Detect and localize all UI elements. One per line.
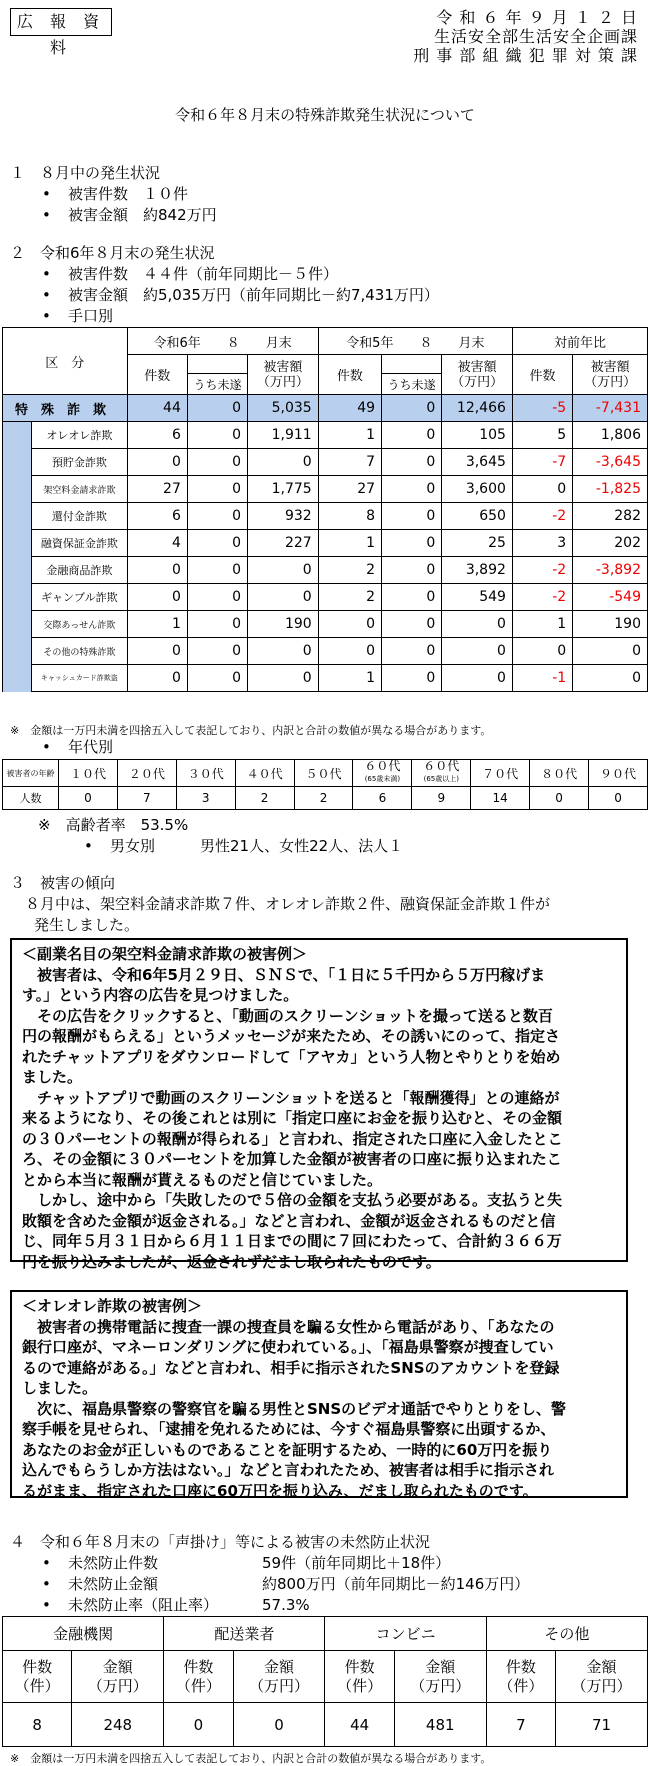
cell: -7: [512, 449, 572, 476]
cell: 0: [187, 584, 247, 611]
case-line: ました。: [22, 1068, 83, 1086]
table3-note: ※ 金額は一万円未満を四捨五入して表記しており、内訳と合計の数値が異なる場合があります。: [10, 1752, 492, 1765]
case-line: 被害者の携帯電話に捜査一課の捜査員を騙る女性から電話があり、「あなたの: [22, 1317, 555, 1336]
table-row: [3, 584, 648, 611]
cell: 190: [573, 611, 648, 638]
age-value: 6: [353, 787, 412, 810]
cell: 0: [187, 638, 247, 665]
prevent-amount-label: • 未然防止金額: [68, 1574, 158, 1595]
cell: -3,892: [573, 557, 648, 584]
cell: 1: [127, 611, 187, 638]
age-col: ９０代: [589, 760, 648, 787]
cell: 0: [248, 557, 319, 584]
prevent-count-label: • 未然防止件数: [68, 1553, 158, 1574]
cell: 0: [187, 449, 247, 476]
header-mizui: うち未遂: [187, 374, 247, 395]
cell: 1: [318, 422, 381, 449]
table-row: [3, 665, 648, 692]
cell: 0: [127, 449, 187, 476]
cell: 190: [248, 611, 319, 638]
case-line: じ、同年５月３１日から６月１１日までの間に７回にわたって、合計約３６６万: [22, 1232, 562, 1250]
count-header: 件数 （件）: [486, 1651, 555, 1703]
cell: -2: [512, 584, 572, 611]
prevent-amount-value: 約800万円（前年同期比－約146万円）: [262, 1575, 530, 1593]
case-line: あなたのお金が正しいものであることを証明するため、一時的に60万円を振り: [22, 1440, 553, 1459]
cell: 1,806: [573, 422, 648, 449]
case-line: しかし、途中から「失敗したので５倍の金額を支払う必要がある。支払うと失: [22, 1191, 563, 1209]
age-value: 2: [294, 787, 353, 810]
method-table: [2, 327, 648, 692]
cell: 0: [187, 503, 247, 530]
header-count: 件数: [127, 355, 187, 395]
case-line: す。」という内容の広告を見つけました。: [22, 986, 299, 1004]
cell: 0: [187, 422, 247, 449]
case-line: 込んでもらうしか方法はない。」などと言われたため、被害者は相手に指示され: [22, 1461, 554, 1479]
cell: -5: [512, 395, 572, 422]
department-1: 生活安全部生活安全企画課: [433, 27, 638, 46]
cell: 0: [127, 665, 187, 692]
age-value: 3: [176, 787, 235, 810]
amount-header: 金額 （万円）: [72, 1651, 164, 1703]
age-value: 7: [117, 787, 176, 810]
cell: 25: [442, 530, 513, 557]
section1-heading: １ ８月中の発生状況: [10, 164, 161, 182]
value: 44: [325, 1703, 394, 1747]
cell: 44: [127, 395, 187, 422]
row-label: 預貯金詐欺: [32, 449, 128, 476]
cell: 3,892: [442, 557, 513, 584]
group-header: コンビニ: [325, 1617, 486, 1651]
age-value: 2: [235, 787, 294, 810]
cell: 0: [382, 557, 442, 584]
case-line: 敗額を含めた金額が返金される。」などと言われ、金額が返金されるものだと信: [22, 1211, 556, 1230]
count-header: 件数 （件）: [164, 1651, 233, 1703]
cell: 2: [318, 557, 381, 584]
cell: 12,466: [442, 395, 513, 422]
cell: 0: [248, 638, 319, 665]
cell: 0: [382, 584, 442, 611]
cell: 0: [187, 665, 247, 692]
cell: 0: [442, 665, 513, 692]
cell: 0: [248, 665, 319, 692]
s2-count: • 被害件数 ４４件（前年同期比－５件）: [68, 264, 338, 285]
page-title: 令和６年８月末の特殊詐欺発生状況について: [175, 106, 475, 124]
gender-breakdown: • 男女別 男性21人、女性22人、法人１: [110, 836, 403, 857]
case-line: るがまま、指定された口座に60万円を振り込み、だまし取られたものです。: [22, 1481, 538, 1500]
case-line: るので連絡がある。」などと言われ、相手に指示されたSNSのアカウントを登録: [22, 1358, 560, 1377]
cell: 1: [318, 530, 381, 557]
cell: 0: [382, 638, 442, 665]
age-heading: • 年代別: [68, 737, 113, 758]
cell: 49: [318, 395, 381, 422]
elderly-rate: ※ 高齢者率 53.5%: [38, 816, 189, 834]
case-line: ろ、その金額に３０パーセントを加算した金額が被害者の口座に振り込まれたこ: [22, 1150, 562, 1168]
cell: 8: [318, 503, 381, 530]
cell: -3,645: [573, 449, 648, 476]
age-col: ４０代: [235, 760, 294, 787]
table-row: [3, 476, 648, 503]
row-label: 融資保証金詐欺: [32, 530, 128, 557]
row-label: 還付金詐欺: [32, 503, 128, 530]
age-col: ６０代 (65歳未満): [353, 760, 412, 787]
header-count: 件数: [318, 355, 381, 395]
section4-heading: ４ 令和６年８月末の「声掛け」等による被害の未然防止状況: [10, 1533, 431, 1551]
cell: 0: [382, 449, 442, 476]
age-col: ７０代: [471, 760, 530, 787]
s2-amount: • 被害金額 約5,035万円（前年同期比－約7,431万円）: [68, 285, 439, 306]
cell: 0: [512, 638, 572, 665]
cell: 1: [318, 665, 381, 692]
cell: 0: [187, 530, 247, 557]
age-col: ６０代 (65歳以上): [412, 760, 471, 787]
row-label: キャッシュカード詐欺盗: [32, 665, 128, 692]
table-row: [3, 422, 648, 449]
age-table: [2, 759, 648, 810]
s1-amount: • 被害金額 約842万円: [68, 205, 217, 226]
cell: -7,431: [573, 395, 648, 422]
cell: 6: [127, 422, 187, 449]
case-line: 来るようになり、その後これとは別に「指定口座にお金を振り込むと、その金額: [22, 1109, 563, 1127]
age-value: 14: [471, 787, 530, 810]
cell: 3: [512, 530, 572, 557]
prevent-rate-value: 57.3%: [262, 1596, 310, 1614]
cell: -549: [573, 584, 648, 611]
case-line: その広告をクリックすると、「動画のスクリーンショットを撮って送ると数百: [22, 1006, 553, 1025]
header-r5: 令和5年 ８ 月末: [318, 328, 512, 355]
value: 0: [164, 1703, 233, 1747]
case-line: 円の報酬がもらえる」というメッセージが来たため、その誘いにのって、指定さ: [22, 1027, 561, 1045]
category-bar: [3, 422, 32, 692]
cell: 549: [442, 584, 513, 611]
cell: 0: [442, 638, 513, 665]
group-header: その他: [486, 1617, 647, 1651]
cell: 650: [442, 503, 513, 530]
header-diff: 対前年比: [512, 328, 647, 355]
cell: 0: [248, 584, 319, 611]
cell: 6: [127, 503, 187, 530]
header-amount: 被害額 （万円）: [573, 355, 648, 395]
count-header: 件数 （件）: [3, 1651, 72, 1703]
cell: 2: [318, 584, 381, 611]
section3-text: 発生しました。: [34, 916, 140, 934]
cell: 0: [318, 638, 381, 665]
case-line: れたチャットアプリをダウンロードして「アヤカ」という人物とやりとりを始め: [22, 1047, 561, 1066]
age-col: １０代: [59, 760, 118, 787]
table-row: [3, 557, 648, 584]
cell: 0: [382, 422, 442, 449]
cell: -2: [512, 503, 572, 530]
case-line: 円を振り込みましたが、返金されずだまし取られたものです。: [22, 1252, 441, 1271]
group-header: 配送業者: [164, 1617, 325, 1651]
cell: 0: [187, 395, 247, 422]
cell: -1,825: [573, 476, 648, 503]
section2-heading: ２ 令和6年８月末の発生状況: [10, 244, 215, 262]
value: 248: [72, 1703, 164, 1747]
row-label: その他の特殊詐欺: [32, 638, 128, 665]
row-label: ギャンブル詐欺: [32, 584, 128, 611]
age-col: ５０代: [294, 760, 353, 787]
table-row: [3, 503, 648, 530]
case-line: 被害者は、令和6年5月２９日、ＳＮＳで、「１日に５千円から５万円稼げま: [22, 965, 546, 984]
case-box-fraud-side-job: [10, 938, 628, 1271]
header-amount: 被害額 （万円）: [248, 355, 319, 395]
cell: 0: [127, 584, 187, 611]
cell: 27: [127, 476, 187, 503]
age-value: 0: [530, 787, 589, 810]
age-value: 9: [412, 787, 471, 810]
row-label: 特 殊 詐 欺: [3, 395, 128, 422]
cell: 0: [573, 665, 648, 692]
table-row: [3, 638, 648, 665]
cell: 0: [382, 665, 442, 692]
case-box-oreore: [10, 1290, 628, 1498]
press-release-badge: 広 報 資 料: [10, 8, 112, 36]
cell: 5,035: [248, 395, 319, 422]
table-row: [3, 530, 648, 557]
table1-note: ※ 金額は一万円未満を四捨五入して表記しており、内訳と合計の数値が異なる場合があります。: [10, 724, 492, 737]
age-row-label: 人数: [3, 787, 59, 810]
s1-count: • 被害件数 １０件: [68, 184, 188, 205]
amount-header: 金額 （万円）: [233, 1651, 325, 1703]
case-line: 銀行口座が、マネーロンダリングに使われている。」、「福島県警察が捜査してい: [22, 1338, 554, 1356]
cell: 932: [248, 503, 319, 530]
cell: 0: [187, 557, 247, 584]
case-title: ＜オレオレ詐欺の被害例＞: [22, 1297, 203, 1315]
case-line: とから本当に報酬が貰えるものだと信じていました。: [22, 1170, 383, 1189]
value: 481: [394, 1703, 486, 1747]
age-col: ２０代: [117, 760, 176, 787]
cell: 0: [382, 611, 442, 638]
header-amount: 被害額 （万円）: [442, 355, 513, 395]
cell: 27: [318, 476, 381, 503]
cell: 227: [248, 530, 319, 557]
cell: 105: [442, 422, 513, 449]
cell: 0: [382, 530, 442, 557]
cell: 0: [187, 611, 247, 638]
cell: 0: [127, 638, 187, 665]
s2-method: • 手口別: [68, 306, 113, 327]
count-header: 件数 （件）: [325, 1651, 394, 1703]
cell: 0: [382, 503, 442, 530]
section3-heading: ３ 被害の傾向: [10, 874, 116, 892]
cell: 4: [127, 530, 187, 557]
release-date: 令 和 ６ 年 ９ 月 １ ２ 日: [436, 8, 638, 27]
age-col: ８０代: [530, 760, 589, 787]
row-label: オレオレ詐欺: [32, 422, 128, 449]
header-kubun: 区 分: [3, 328, 128, 395]
cell: 3,645: [442, 449, 513, 476]
cell: 7: [318, 449, 381, 476]
header-r6: 令和6年 ８ 月末: [127, 328, 318, 355]
row-label: 架空料金請求詐欺: [32, 476, 128, 503]
cell: 1,911: [248, 422, 319, 449]
cell: 0: [382, 395, 442, 422]
cell: 0: [187, 476, 247, 503]
amount-header: 金額 （万円）: [556, 1651, 648, 1703]
value: 8: [3, 1703, 72, 1747]
section3-text: ８月中は、架空料金請求詐欺７件、オレオレ詐欺２件、融資保証金詐欺１件が: [10, 895, 551, 913]
cell: -2: [512, 557, 572, 584]
header-info: [413, 8, 638, 65]
cell: 0: [573, 638, 648, 665]
case-line: 察手帳を見せられ、「逮捕を免れるためには、今すぐ福島県警察に出頭するか、: [22, 1420, 556, 1438]
prevent-rate-label: • 未然防止率（阻止率）: [68, 1595, 218, 1616]
header-count: 件数: [512, 355, 572, 395]
amount-header: 金額 （万円）: [394, 1651, 486, 1703]
cell: 0: [382, 476, 442, 503]
case-line: しました。: [22, 1379, 98, 1397]
case-line: チャットアプリで動画のスクリーンショットを送ると「報酬獲得」との連絡が: [22, 1088, 560, 1107]
case-line: 次に、福島県警察の警察官を騙る男性とSNSのビデオ通話でやりとりをし、警: [22, 1399, 566, 1418]
value: 0: [233, 1703, 325, 1747]
age-col: ３０代: [176, 760, 235, 787]
value: 71: [556, 1703, 648, 1747]
cell: 0: [127, 557, 187, 584]
cell: 202: [573, 530, 648, 557]
case-title: ＜副業名目の架空料金請求詐欺の被害例＞: [22, 945, 308, 963]
case-line: の３０パーセントの報酬が得られる」と言われ、指定された口座に入金したとこ: [22, 1129, 563, 1148]
row-label: 金融商品詐欺: [32, 557, 128, 584]
value: 7: [486, 1703, 555, 1747]
header-mizui: うち未遂: [382, 374, 442, 395]
table-row: [3, 449, 648, 476]
prevent-count-value: 59件（前年同期比＋18件）: [262, 1554, 451, 1572]
cell: 0: [248, 449, 319, 476]
cell: 282: [573, 503, 648, 530]
age-row-label: 被害者の年齢: [3, 760, 59, 787]
cell: 0: [318, 611, 381, 638]
cell: 1,775: [248, 476, 319, 503]
row-label: 交際あっせん詐欺: [32, 611, 128, 638]
cell: 3,600: [442, 476, 513, 503]
cell: 5: [512, 422, 572, 449]
prevention-table: [2, 1616, 648, 1747]
cell: 0: [512, 476, 572, 503]
cell: -1: [512, 665, 572, 692]
cell: 0: [442, 611, 513, 638]
table-row: [3, 395, 648, 422]
cell: 1: [512, 611, 572, 638]
department-2: 刑 事 部 組 織 犯 罪 対 策 課: [413, 46, 638, 65]
group-header: 金融機関: [3, 1617, 164, 1651]
table-row: [3, 611, 648, 638]
age-value: 0: [589, 787, 648, 810]
age-value: 0: [59, 787, 118, 810]
